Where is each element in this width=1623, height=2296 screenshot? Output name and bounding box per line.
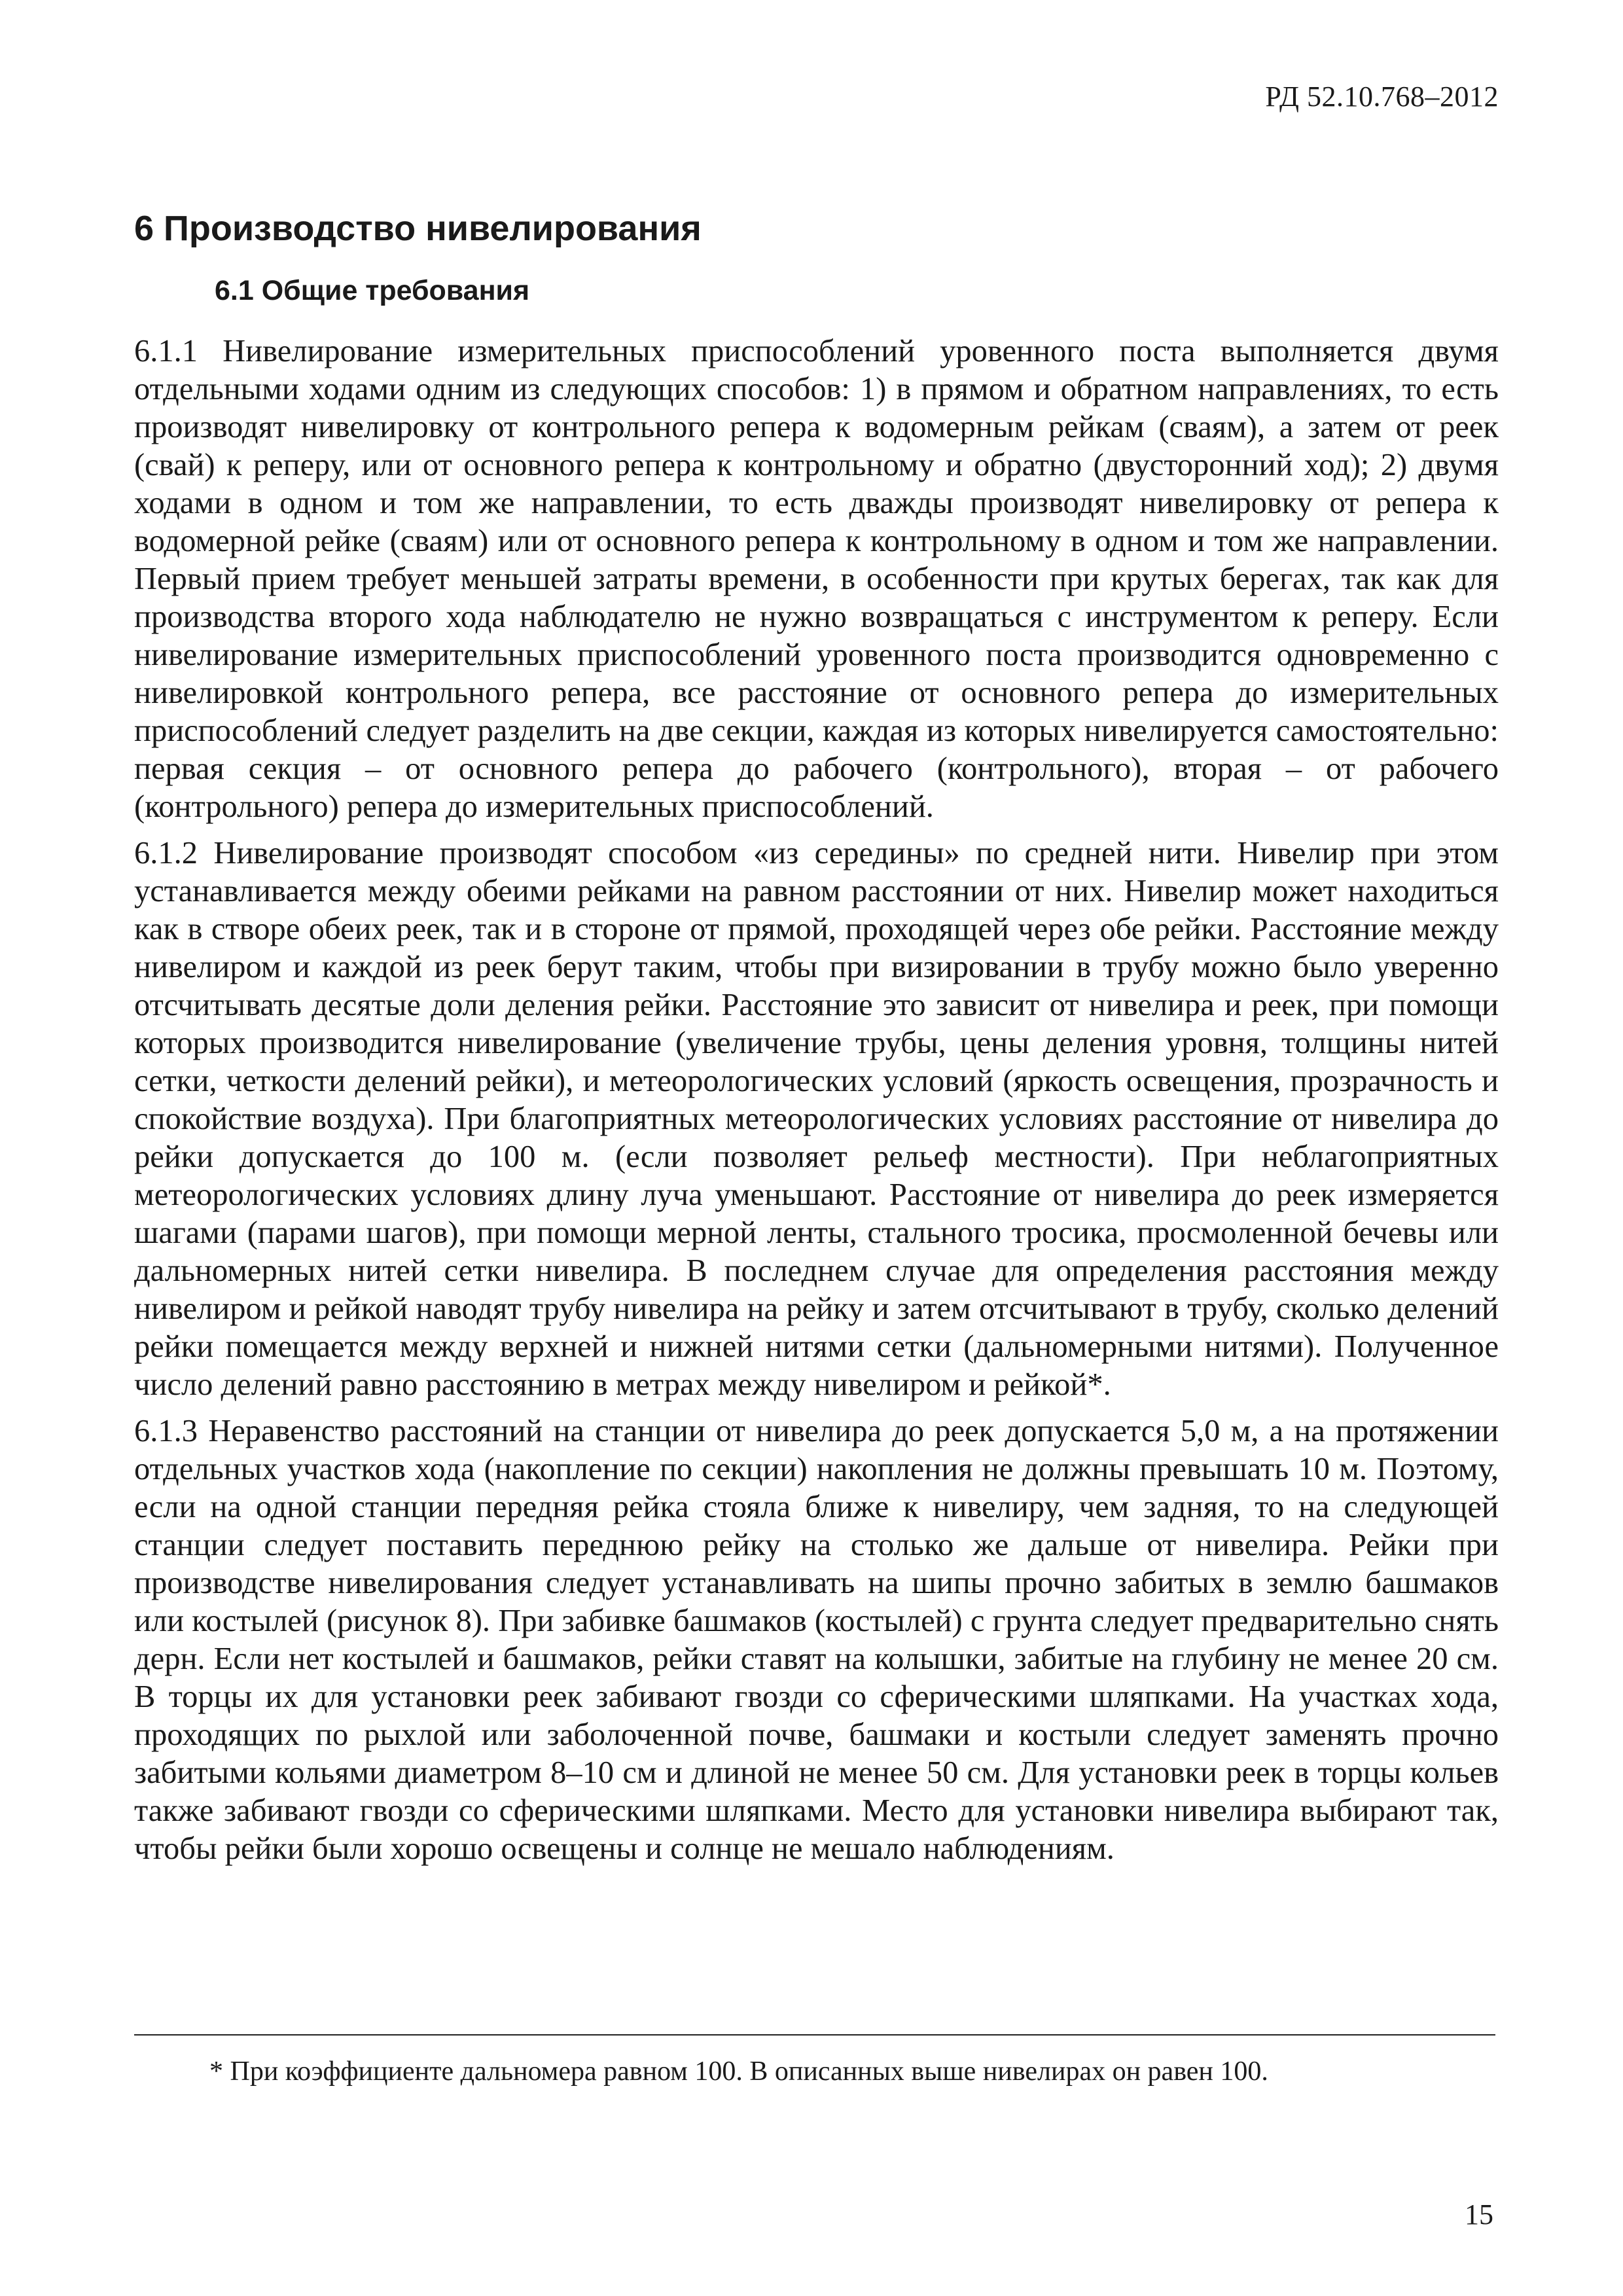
- page-number: 15: [1465, 2198, 1493, 2231]
- body-text: [134, 332, 1499, 1876]
- section-title: 6 Производство нивелирования: [134, 209, 702, 248]
- paragraph-6-1-3: 6.1.3 Неравенство расстояний на станции от нивелира до реек допускается 5,0 м, а на протяжении отдельных участков хода (накопление по секции) накопления не должны превышать 10 м. Поэтому, если на одной станции передняя рейка стояла ближе к нивелиру, чем задняя, то на следующей станции следует поставить переднюю рейку на столько же дальше от нивелира. Рейки при производстве нивелирования следует устанавливать на шипы прочно забитых в землю башмаков или костылей (рисунок 8). При забивке башмаков (костылей) с грунта следует предварительно снять дерн. Если нет костылей и башмаков, рейки ставят на колышки, забитые на глубину не менее 20 см. В торцы их для установки реек забивают гвозди со сферическими шляпками. На участках хода, проходящих по рыхлой или заболоченной почве, башмаки и костыли следует заменять прочно забитыми кольями диаметром 8–10 см и длиной не менее 50 см. Для установки реек в торцы кольев также забивают гвозди со сферическими шляпками. Место для установки нивелира выбирают так, чтобы рейки были хорошо освещены и солнце не мешало наблюдениям.: [134, 1414, 1499, 1866]
- paragraph-6-1-1: 6.1.1 Нивелирование измерительных приспособлений уровенного поста выполняется двумя отдельными ходами одним из следующих способов: 1) в прямом и обратном направлениях, то есть производят нивелировку от контрольного репера к водомерным рейкам (сваям), а затем от реек (свай) к реперу, или от основного репера к контрольному и обратно (двусторонний ход); 2) двумя ходами в одном и том же направлении, то есть дважды производят нивелировку от репера к водомерной рейке (сваям) или от основного репера к контрольному в одном и том же направлении. Первый прием требует меньшей затраты времени, в особенности при крутых берегах, так как для производства второго хода наблюдателю не нужно возвращаться с инструментом к реперу. Если нивелирование измерительных приспособлений уровенного поста производится одновременно с нивелировкой контрольного репера, все расстояние от основного репера до измерительных приспособлений следует разделить на две секции, каждая из которых нивелируется самостоятельно: первая секция – от основного репера до рабочего (контрольного), вторая – от рабочего (контрольного) репера до измерительных приспособлений.: [134, 334, 1499, 824]
- footnote: * При коэффициенте дальномера равном 100. В описанных выше нивелирах он равен 100.: [209, 2056, 1268, 2087]
- document-code: РД 52.10.768–2012: [1265, 81, 1499, 113]
- subsection-title: 6.1 Общие требования: [215, 275, 530, 306]
- footnote-divider: [134, 2034, 1495, 2036]
- paragraph-6-1-2: 6.1.2 Нивелирование производят способом «из середины» по средней нити. Нивелир при этом устанавливается между обеими рейками на равном расстоянии от них. Нивелир может находиться как в створе обеих реек, так и в стороне от прямой, проходящей через обе рейки. Расстояние между нивелиром и каждой из реек берут таким, чтобы при визировании в трубу можно было уверенно отсчитывать десятые доли деления рейки. Расстояние это зависит от нивелира и реек, при помощи которых производится нивелирование (увеличение трубы, цены деления уровня, толщины нитей сетки, четкости делений рейки), и метеорологических условий (яркость освещения, прозрачность и спокойствие воздуха). При благоприятных метеорологических условиях расстояние от нивелира до рейки допускается до 100 м. (если позволяет рельеф местности). При неблагоприятных метеорологических условиях длину луча уменьшают. Расстояние от нивелира до реек измеряется шагами (парами шагов), при помощи мерной ленты, стального тросика, просмоленной бечевы или дальномерных нитей сетки нивелира. В последнем случае для определения расстояния между нивелиром и рейкой наводят трубу нивелира на рейку и затем отсчитывают в трубу, сколько делений рейки помещается между верхней и нижней нитями сетки (дальномерными нитями). Полученное число делений равно расстоянию в метрах между нивелиром и рейкой*.: [134, 836, 1499, 1402]
